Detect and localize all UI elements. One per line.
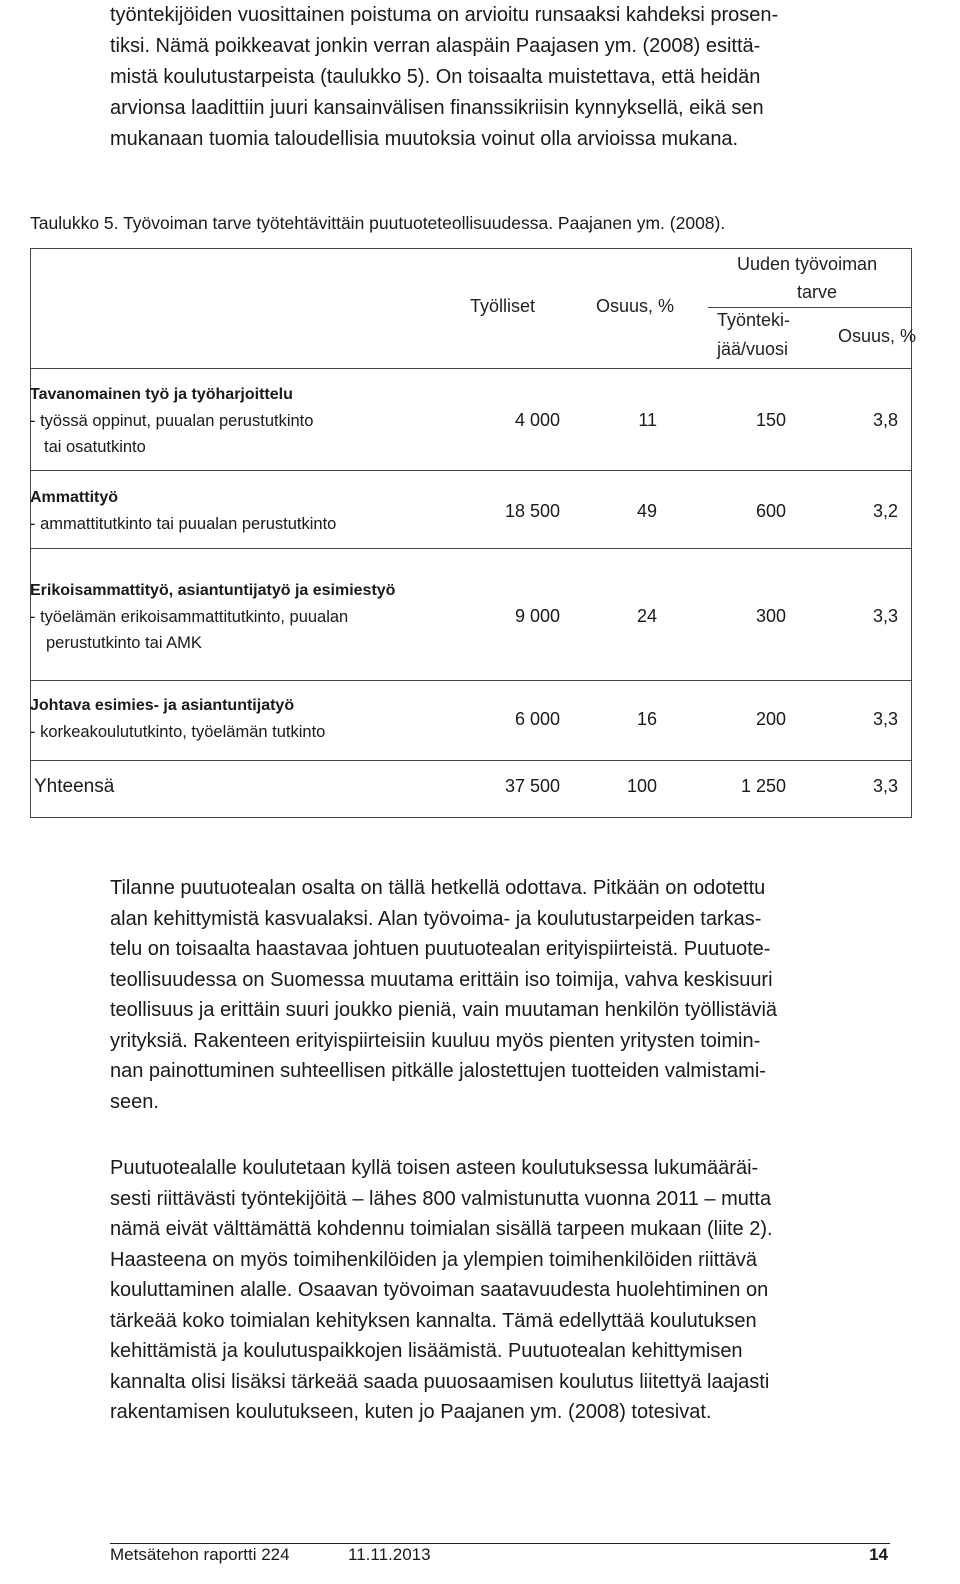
cell-employed: 9 000 (514, 606, 560, 626)
row-sub: tai osatutkinto (44, 438, 146, 456)
text-line: kehittämistä ja koulutuspaikkojen lisäämistä. Puutuotealan kehittymisen (110, 1340, 743, 1362)
text-line: työntekijöiden vuosittainen poistuma on arvioitu runsaaksi kahdeksi prosen- (110, 4, 779, 26)
body-paragraph (110, 1153, 888, 1428)
header-share2: Osuus, % (838, 326, 917, 346)
cell-share2: 3,3 (872, 606, 898, 626)
cell-share: 24 (636, 606, 657, 626)
row-sub: - korkeakoulututkinto, työelämän tutkinto (30, 723, 326, 741)
footer-report: Metsätehon raportti 224 (110, 1545, 290, 1564)
row-title: Ammattityö (30, 489, 119, 506)
total-share: 100 (626, 776, 657, 796)
text-line: yrityksiä. Rakenteen erityispiirteisiin kuuluu myös pienten yritysten toimin- (110, 1029, 761, 1052)
row-title: Tavanomainen työ ja työharjoittelu (30, 386, 293, 403)
text-line: tärkeää koko toimialan kehityksen kannalta. Tämä edellyttää koulutuksen (110, 1309, 757, 1332)
cell-employed: 18 500 (504, 501, 560, 521)
total-workers: 1 250 (740, 776, 786, 796)
row-title: Erikoisammattityö, asiantuntijatyö ja esimiestyö (30, 582, 396, 599)
text-line: Tilanne puutuotealan osalta on tällä hetkellä odottava. Pitkään on odotettu (110, 877, 766, 899)
cell-workers: 200 (755, 709, 786, 729)
cell-share2: 3,3 (872, 709, 898, 729)
text-line: telu on toisaalta haastavaa johtuen puutuotealan erityispiirteistä. Puutuote- (110, 938, 771, 960)
row-divider (30, 760, 912, 761)
header-share: Osuus, % (596, 296, 675, 316)
text-line: kannalta olisi lisäksi tärkeää saada puuosaamisen koulutus liitettyä laajasti (110, 1370, 770, 1393)
text-line: arvionsa laadittiin juuri kansainvälisen finanssikriisin kynnyksellä, eikä sen (110, 97, 764, 119)
cell-workers: 600 (755, 501, 786, 521)
footer-date: 11.11.2013 (348, 1545, 431, 1564)
row-label (30, 693, 460, 745)
text-line: rakentamisen koulutukseen, kuten jo Paajanen ym. (2008) totesivat. (110, 1401, 712, 1423)
cell-workers: 300 (755, 606, 786, 626)
text-line: teollisuudessa on Suomessa muutama erittäin iso toimija, vahva keskisuuri (110, 968, 773, 991)
table-caption: Taulukko 5. Työvoiman tarve työtehtävittäin puutuoteteollisuudessa. Paajanen ym. (2008). (30, 213, 726, 233)
page-number: 14 (869, 1545, 888, 1564)
text-line: Puutuotealalle koulutetaan kyllä toisen asteen koulutuksessa lukumääräi- (110, 1157, 759, 1179)
text-line: seen. (110, 1090, 159, 1113)
row-divider (30, 470, 912, 471)
text-line: kouluttaminen alalle. Osaavan työvoiman saatavuudesta huolehtiminen on (110, 1279, 769, 1301)
total-employed: 37 500 (504, 776, 560, 796)
row-label (30, 382, 460, 460)
text-line: mukanaan tuomia taloudellisia muutoksia voinut olla arvioissa mukana. (110, 128, 739, 150)
header-rule (708, 307, 912, 308)
header-divider (30, 368, 912, 369)
cell-share2: 3,2 (872, 501, 898, 521)
text-line: tiksi. Nämä poikkeavat jonkin verran alaspäin Paajasen ym. (2008) esittä- (110, 35, 761, 57)
cell-share: 16 (636, 709, 657, 729)
body-paragraph (110, 873, 888, 1117)
row-title: Johtava esimies- ja asiantuntijatyö (30, 697, 295, 714)
header-new-need-2: tarve (797, 282, 838, 302)
text-line: nan painottuminen suhteellisen pitkälle jalostettujen tuotteiden valmistami- (110, 1060, 766, 1082)
row-sub: - työelämän erikoisammattitutkinto, puualan (30, 608, 349, 626)
header-workers-2: jää/vuosi (717, 339, 789, 359)
footer-rule (110, 1543, 890, 1544)
text-line: sesti riittävästi työntekijöitä – lähes 800 valmistunutta vuonna 2011 – mutta (110, 1187, 772, 1210)
header-employed: Työlliset (470, 296, 536, 316)
intro-paragraph (110, 0, 900, 155)
row-label (30, 578, 460, 656)
total-share2: 3,3 (872, 776, 898, 796)
cell-share: 11 (638, 410, 657, 430)
text-line: teollisuus ja erittäin suuri joukko pieniä, vain muutaman henkilön työllistäviä (110, 999, 778, 1021)
cell-share2: 3,8 (872, 410, 898, 430)
row-sub: - ammattitutkinto tai puualan perustutkinto (30, 515, 337, 533)
cell-share: 49 (636, 501, 657, 521)
text-line: mistä koulutustarpeista (taulukko 5). On toisaalta muistettava, että heidän (110, 66, 761, 88)
text-line: alan kehittymistä kasvualaksi. Alan työvoima- ja koulutustarpeiden tarkas- (110, 907, 762, 930)
cell-workers: 150 (755, 410, 786, 430)
row-divider (30, 548, 912, 549)
cell-employed: 6 000 (514, 709, 560, 729)
text-line: nämä eivät välttämättä kohdennu toimialan sisällä tarpeen mukaan (liite 2). (110, 1218, 773, 1240)
cell-employed: 4 000 (514, 410, 560, 430)
row-label (30, 485, 460, 537)
text-line: Haasteena on myös toimihenkilöiden ja ylempien toimihenkilöiden riittävä (110, 1248, 758, 1271)
header-workers: Työnteki- (717, 310, 791, 330)
header-new-need: Uuden työvoiman (737, 254, 878, 274)
row-sub: - työssä oppinut, puualan perustutkinto (30, 412, 314, 430)
row-divider (30, 680, 912, 681)
row-sub: perustutkinto tai AMK (46, 634, 202, 652)
total-label: Yhteensä (34, 776, 115, 797)
